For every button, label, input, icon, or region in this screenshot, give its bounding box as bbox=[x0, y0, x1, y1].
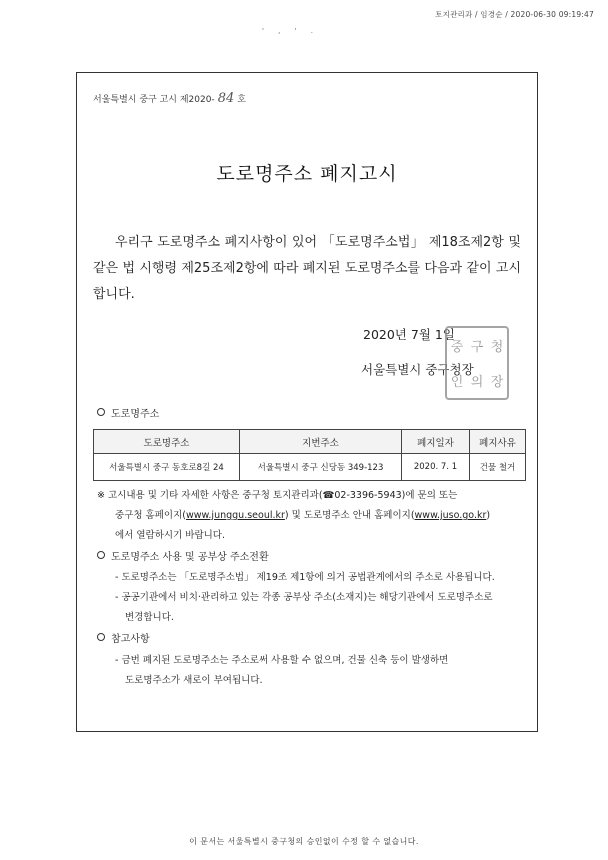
reference-item-1: - 금번 폐지된 도로명주소는 주소로써 사용할 수 없으며, 건물 신축 등이 발생하면 bbox=[115, 655, 449, 666]
section-address-heading-text: 도로명주소 bbox=[111, 409, 160, 420]
circle-bullet-icon bbox=[97, 408, 105, 416]
inquiry-note bbox=[93, 486, 533, 546]
switch-item-1: - 도로명주소는 「도로명주소법」 제19조 제1항에 의거 공법관계에서의 주소로 사용됩니다. bbox=[115, 572, 495, 583]
scan-specks: ' , ' . bbox=[262, 27, 319, 35]
table-row bbox=[94, 454, 526, 481]
address-table bbox=[93, 429, 526, 481]
cell-abolish-date: 2020. 7. 1 bbox=[402, 454, 470, 481]
notice-number-handwritten: 84 bbox=[217, 91, 235, 106]
section-switch-heading bbox=[97, 548, 269, 563]
document-footer: 이 문서는 서울특별시 중구청의 승인없이 수정 할 수 없습니다. bbox=[189, 837, 419, 846]
notice-frame bbox=[76, 72, 538, 732]
seal-char: 장 bbox=[490, 375, 504, 390]
junggu-homepage-link[interactable]: www.junggu.seoul.kr bbox=[185, 510, 285, 521]
section-switch-heading-text: 도로명주소 사용 및 공부상 주소전환 bbox=[111, 552, 269, 563]
notice-number-prefix: 서울특별시 중구 고시 제2020- bbox=[93, 95, 215, 105]
inquiry-text: 중구청 홈페이지( bbox=[115, 510, 186, 521]
notice-number bbox=[93, 91, 246, 106]
switch-item-2: - 공공기관에서 비치·관리하고 있는 각종 공부상 주소(소재지)는 해당기관에서 도로명주소로 bbox=[115, 592, 493, 603]
table-header-row bbox=[94, 430, 526, 454]
cell-abolish-reason: 건물 철거 bbox=[470, 454, 526, 481]
column-header-abolish-date: 폐지일자 bbox=[402, 430, 470, 454]
section-reference-heading bbox=[97, 630, 150, 645]
notice-body-text: 우리구 도로명주소 폐지사항이 있어 「도로명주소법」 제18조제2항 및 같은 법 시행령 제25조제2항에 따라 폐지된 도로명주소를 다음과 같이 고시합니다. bbox=[93, 235, 521, 302]
notice-date: 2020년 7월 1일 bbox=[363, 327, 455, 342]
notice-number-suffix: 호 bbox=[237, 95, 246, 105]
column-header-road-address: 도로명주소 bbox=[94, 430, 240, 454]
document-header-stamp: 토지관리과 / 임경순 / 2020-06-30 09:19:47 bbox=[435, 10, 594, 19]
section-reference-body bbox=[93, 651, 535, 691]
inquiry-line-1: ※ 고시내용 및 기타 자세한 사항은 중구청 토지관리과(☎02-3396-5943)에 문의 또는 bbox=[97, 490, 458, 501]
inquiry-line-2 bbox=[93, 506, 533, 526]
seal-char: 중 bbox=[450, 340, 464, 355]
official-seal bbox=[445, 326, 509, 400]
seal-char: 인 bbox=[450, 375, 464, 390]
section-address-heading bbox=[97, 405, 159, 420]
notice-title: 도로명주소 폐지고시 bbox=[216, 163, 398, 185]
inquiry-text: ) 및 도로명주소 안내 홈페이지( bbox=[284, 510, 415, 521]
cell-lot-address: 서울특별시 중구 신당동 349-123 bbox=[240, 454, 402, 481]
notice-signer: 서울특별시 중구청장 bbox=[361, 362, 474, 377]
notice-body bbox=[93, 230, 521, 308]
column-header-lot-address: 지번주소 bbox=[240, 430, 402, 454]
circle-bullet-icon bbox=[97, 551, 105, 559]
section-switch-body bbox=[93, 568, 535, 628]
inquiry-text: ) bbox=[486, 510, 491, 521]
juso-homepage-link[interactable]: www.juso.go.kr bbox=[414, 510, 487, 521]
cell-road-address: 서울특별시 중구 동호로8길 24 bbox=[94, 454, 240, 481]
inquiry-line-3: 에서 열람하시기 바랍니다. bbox=[115, 530, 226, 541]
reference-item-1-cont: 도로명주소가 새로이 부여됩니다. bbox=[125, 675, 263, 686]
seal-char: 청 bbox=[490, 340, 504, 355]
switch-item-2-cont: 변경합니다. bbox=[125, 612, 174, 623]
column-header-abolish-reason: 폐지사유 bbox=[470, 430, 526, 454]
seal-char: 구 bbox=[470, 340, 484, 355]
circle-bullet-icon bbox=[97, 633, 105, 641]
seal-char: 의 bbox=[470, 375, 484, 390]
section-reference-heading-text: 참고사항 bbox=[111, 634, 150, 645]
